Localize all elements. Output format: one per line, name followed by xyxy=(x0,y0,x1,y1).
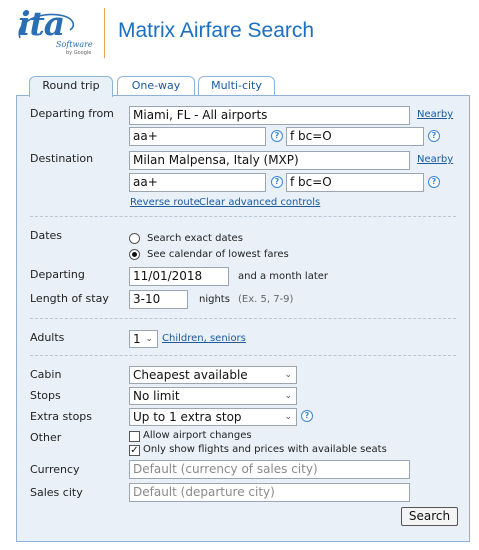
reverse-route-link[interactable]: Reverse route xyxy=(130,197,200,208)
allow-airport-changes-checkbox[interactable] xyxy=(129,431,140,442)
cabin-select-value: Cheapest available xyxy=(133,368,248,382)
stops-select-value: No limit xyxy=(133,389,180,403)
search-exact-dates-label: Search exact dates xyxy=(147,233,243,244)
children-seniors-link[interactable]: Children, seniors xyxy=(162,333,246,344)
departing-from-label: Departing from xyxy=(30,107,114,120)
ita-logo: ita xyxy=(18,4,65,43)
departing-routing-help-icon[interactable]: ? xyxy=(271,130,283,142)
chevron-down-icon: ⌄ xyxy=(284,370,292,380)
stops-select[interactable] xyxy=(129,387,297,405)
adults-select-value: 1 xyxy=(133,332,141,346)
adults-label: Adults xyxy=(30,331,65,344)
length-of-stay-unit: nights xyxy=(199,294,230,305)
destination-input[interactable]: Milan Malpensa, Italy (MXP) xyxy=(129,151,410,170)
length-of-stay-hint: (Ex. 5, 7-9) xyxy=(238,294,294,305)
see-calendar-label: See calendar of lowest fares xyxy=(147,249,289,260)
section-divider xyxy=(30,355,456,356)
tab-multi-city[interactable]: Multi-city xyxy=(198,76,275,96)
section-divider xyxy=(30,216,456,217)
departing-nearby-link[interactable]: Nearby xyxy=(417,109,454,120)
departing-extension-help-icon[interactable]: ? xyxy=(428,130,440,142)
see-calendar-radio[interactable] xyxy=(129,249,140,260)
destination-routing-help-icon[interactable]: ? xyxy=(271,176,283,188)
departing-date-input[interactable]: 11/01/2018 xyxy=(129,267,229,286)
extra-stops-select[interactable] xyxy=(129,408,297,426)
tab-one-way[interactable]: One-way xyxy=(117,76,195,96)
ita-logo-software: Software xyxy=(56,40,93,49)
allow-airport-changes-label: Allow airport changes xyxy=(143,430,252,441)
departing-date-label: Departing xyxy=(30,268,85,281)
dates-label: Dates xyxy=(30,229,63,242)
other-label: Other xyxy=(30,431,62,444)
destination-routing-input[interactable]: aa+ xyxy=(129,173,266,192)
header-divider xyxy=(104,8,105,58)
sales-city-input[interactable]: Default (departure city) xyxy=(129,483,410,502)
chevron-down-icon: ⌄ xyxy=(145,334,153,344)
adults-select[interactable] xyxy=(129,330,158,348)
only-available-seats-label: Only show flights and prices with available seats xyxy=(143,444,387,455)
section-divider xyxy=(30,318,456,319)
departing-extension-input[interactable]: f bc=O xyxy=(286,127,424,146)
extra-stops-label: Extra stops xyxy=(30,410,93,423)
tab-round-trip[interactable]: Round trip xyxy=(29,76,113,97)
ita-logo-by-google: by Google xyxy=(66,50,92,56)
departing-routing-input[interactable]: aa+ xyxy=(129,127,266,146)
page-title: Matrix Airfare Search xyxy=(118,19,315,42)
search-button[interactable]: Search xyxy=(401,507,458,526)
extra-stops-select-value: Up to 1 extra stop xyxy=(133,410,242,424)
search-exact-dates-radio[interactable] xyxy=(129,233,140,244)
length-of-stay-label: Length of stay xyxy=(30,292,109,305)
sales-city-label: Sales city xyxy=(30,486,83,499)
length-of-stay-input[interactable]: 3-10 xyxy=(129,290,188,309)
only-available-seats-checkbox[interactable]: ✓ xyxy=(130,445,139,456)
destination-nearby-link[interactable]: Nearby xyxy=(417,154,454,165)
currency-label: Currency xyxy=(30,463,80,476)
extra-stops-help-icon[interactable]: ? xyxy=(301,410,313,422)
currency-input[interactable]: Default (currency of sales city) xyxy=(129,460,410,479)
chevron-down-icon: ⌄ xyxy=(284,391,292,401)
destination-extension-help-icon[interactable]: ? xyxy=(428,176,440,188)
clear-advanced-controls-link[interactable]: Clear advanced controls xyxy=(199,197,321,208)
cabin-select[interactable] xyxy=(129,366,297,384)
destination-label: Destination xyxy=(30,152,94,165)
destination-extension-input[interactable]: f bc=O xyxy=(286,173,424,192)
stops-label: Stops xyxy=(30,389,61,402)
departing-date-suffix: and a month later xyxy=(238,271,329,282)
chevron-down-icon: ⌄ xyxy=(284,412,292,422)
cabin-label: Cabin xyxy=(30,368,62,381)
departing-from-input[interactable]: Miami, FL - All airports xyxy=(129,106,410,125)
